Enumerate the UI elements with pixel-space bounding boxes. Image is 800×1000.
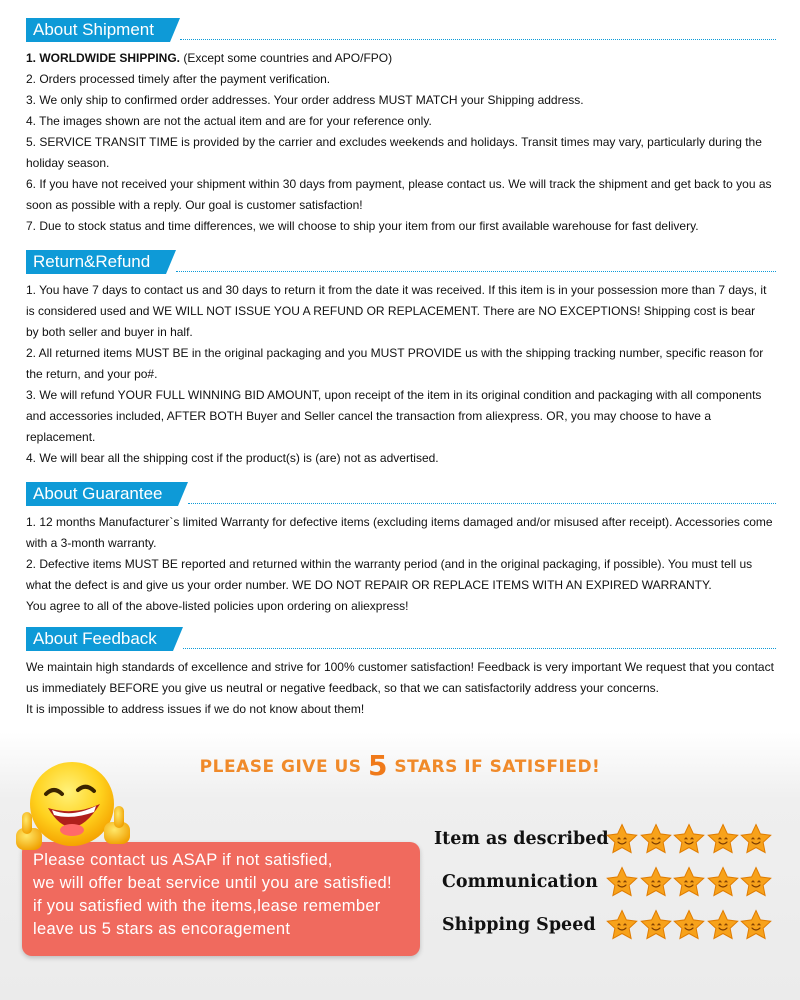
section-feedback <box>26 627 776 720</box>
refund-line: by both seller and buyer in half. <box>26 325 193 339</box>
guarantee-lines <box>26 512 776 617</box>
contact-line: we will offer beat service until you are satisfied! <box>33 874 392 892</box>
shipment-line <box>26 48 776 69</box>
contact-line: Please contact us ASAP if not satisfied, <box>33 851 333 869</box>
shipment-line: 6. If you have not received your shipment within 30 days from payment, please contact us. We will track the shipment and get back to you as <box>26 177 772 191</box>
guarantee-line: 1. 12 months Manufacturer`s limited Warranty for defective items (excluding items damaged and/or misused after receipt). Accessories come <box>26 515 773 529</box>
section-header <box>26 482 776 506</box>
star-icon <box>673 823 705 855</box>
section-title: About Shipment <box>26 18 170 42</box>
section-shipment <box>26 18 776 237</box>
rating-label: Item as described <box>434 829 609 849</box>
shipment-line: 7. Due to stock status and time differences, we will choose to ship your item from our first available warehouse for fast delivery. <box>26 219 699 233</box>
section-title: About Feedback <box>26 627 173 651</box>
shipment-line: 3. We only ship to confirmed order addresses. Your order address MUST MATCH your Shipping address. <box>26 93 584 107</box>
section-divider <box>188 503 776 504</box>
star-icon <box>740 866 772 898</box>
star-icon <box>606 823 638 855</box>
guarantee-line: with a 3-month warranty. <box>26 536 157 550</box>
shipment-line: holiday season. <box>26 156 110 170</box>
section-divider <box>176 271 776 272</box>
rating-label: Communication <box>442 872 598 892</box>
guarantee-line: 2. Defective items MUST BE reported and returned within the warranty period (and in the original packaging, if possible). You must tell us <box>26 557 753 571</box>
rating-row <box>434 908 784 942</box>
star-icon <box>640 909 672 941</box>
feedback-line: It is impossible to address issues if we do not know about them! <box>26 702 365 716</box>
star-icon <box>640 823 672 855</box>
smiley-thumbs-up-icon <box>12 756 132 866</box>
rating-row <box>434 865 784 899</box>
feedback-lines <box>26 657 776 720</box>
shipment-line-bold: 1. WORLDWIDE SHIPPING. <box>26 51 181 65</box>
star-rating <box>606 908 774 942</box>
contact-line: if you satisfied with the items,lease remember <box>33 897 381 915</box>
star-rating <box>606 865 774 899</box>
refund-line: 2. All returned items MUST BE in the original packaging and you MUST PROVIDE us with the shipping tracking number, specific reason for <box>26 346 764 360</box>
refund-line: is considered used and WE WILL NOT ISSUE YOU A REFUND OR REPLACEMENT. There are NO EXCEPTIONS! Shipping cost is bear <box>26 304 756 318</box>
shipment-lines <box>26 48 776 237</box>
shipment-line: 2. Orders processed timely after the payment verification. <box>26 72 331 86</box>
section-divider <box>180 39 776 40</box>
headline-text: PLEASE GIVE US <box>199 757 368 777</box>
section-header <box>26 250 776 274</box>
contact-line: leave us 5 stars as encoragement <box>33 920 291 938</box>
star-icon <box>707 823 739 855</box>
star-icon <box>673 866 705 898</box>
star-icon <box>740 823 772 855</box>
refund-lines <box>26 280 776 469</box>
star-icon <box>606 866 638 898</box>
refund-line: 1. You have 7 days to contact us and 30 days to return it from the date it was received. If this item is in your possession more than 7 days, it <box>26 283 767 297</box>
feedback-line: We maintain high standards of excellence and strive for 100% customer satisfaction! Feedback is very important We request that you contact <box>26 660 774 674</box>
shipment-line: 5. SERVICE TRANSIT TIME is provided by the carrier and excludes weekends and holidays. Transit times may vary, particularly during the <box>26 135 762 149</box>
guarantee-line: You agree to all of the above-listed policies upon ordering on aliexpress! <box>26 599 409 613</box>
star-icon <box>673 909 705 941</box>
shipment-line-text: (Except some countries and APO/FPO) <box>180 51 393 65</box>
headline-text: STARS IF SATISFIED! <box>387 757 601 777</box>
shipment-line: 4. The images shown are not the actual item and are for your reference only. <box>26 114 432 128</box>
star-rating <box>606 822 774 856</box>
section-divider <box>183 648 776 649</box>
guarantee-line: what the defect is and give us your order number. WE DO NOT REPAIR OR REPLACE ITEMS WITH AN EXPIRED WARRANTY. <box>26 578 712 592</box>
refund-line: and accessories included, AFTER BOTH Buyer and Seller cancel the transaction from aliexpress. OR, you may choose to have a <box>26 409 711 423</box>
feedback-line: us immediately BEFORE you give us neutral or negative feedback, so that we can satisfactorily address your concerns. <box>26 681 659 695</box>
refund-line: 3. We will refund YOUR FULL WINNING BID AMOUNT, upon receipt of the item in its original condition and packaging with all components <box>26 388 762 402</box>
star-icon <box>707 909 739 941</box>
section-return-refund <box>26 250 776 469</box>
section-title: Return&Refund <box>26 250 166 274</box>
refund-line: the return, and your po#. <box>26 367 158 381</box>
star-icon <box>740 909 772 941</box>
refund-line: 4. We will bear all the shipping cost if the product(s) is (are) not as advertised. <box>26 451 439 465</box>
section-header <box>26 18 776 42</box>
rating-row <box>434 822 784 856</box>
section-guarantee <box>26 482 776 617</box>
refund-line: replacement. <box>26 430 96 444</box>
star-icon <box>606 909 638 941</box>
section-title: About Guarantee <box>26 482 178 506</box>
shipment-line: soon as possible with a reply. Our goal is customer satisfaction! <box>26 198 363 212</box>
rating-label: Shipping Speed <box>442 915 596 935</box>
section-header <box>26 627 776 651</box>
star-icon <box>707 866 739 898</box>
star-icon <box>640 866 672 898</box>
headline-number: 5 <box>367 749 388 782</box>
